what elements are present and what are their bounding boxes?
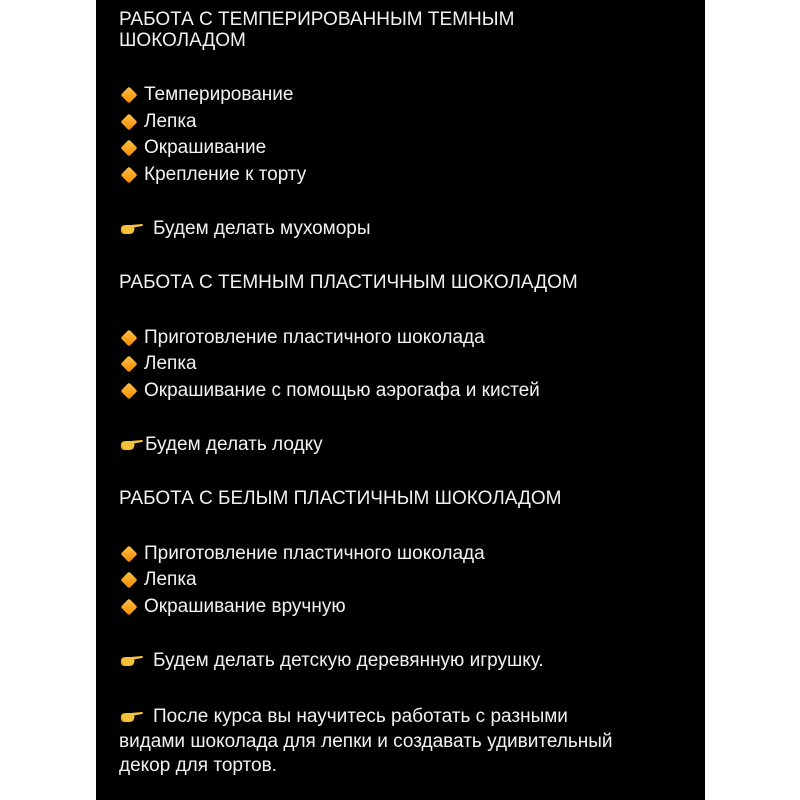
list-item-text: Лепка <box>144 353 197 374</box>
section1-title-line2: ШОКОЛАДОМ <box>119 30 246 51</box>
orange-diamond-icon <box>121 572 138 589</box>
list-item <box>119 543 485 565</box>
orange-diamond-icon <box>121 356 138 373</box>
list-item-text: Окрашивание <box>144 137 267 158</box>
summary-text: После курса вы научитесь работать с разными <box>153 706 568 727</box>
list-item <box>119 137 266 159</box>
list-item <box>119 164 306 186</box>
summary-line1 <box>119 706 568 728</box>
section3-title: РАБОТА С БЕЛЫМ ПЛАСТИЧНЫМ ШОКОЛАДОМ <box>119 488 562 509</box>
section2-title: РАБОТА С ТЕМНЫМ ПЛАСТИЧНЫМ ШОКОЛАДОМ <box>119 272 578 293</box>
note-text: Будем делать лодку <box>145 434 323 455</box>
orange-diamond-icon <box>121 167 138 184</box>
orange-diamond-icon <box>121 330 138 347</box>
list-item-text: Окрашивание с помощью аэрогафа и кистей <box>144 380 540 401</box>
section1-title-line1: РАБОТА С ТЕМПЕРИРОВАННЫМ ТЕМНЫМ <box>119 9 515 30</box>
list-item-text: Лепка <box>144 569 197 590</box>
list-item-text: Приготовление пластичного шоколада <box>144 543 485 564</box>
orange-diamond-icon <box>121 114 138 131</box>
orange-diamond-icon <box>121 546 138 563</box>
orange-diamond-icon <box>121 599 138 616</box>
list-item <box>119 596 346 618</box>
orange-diamond-icon <box>121 383 138 400</box>
summary-line2: видами шоколада для лепки и создавать удивительный <box>119 731 613 752</box>
note-text: Будем делать детскую деревянную игрушку. <box>153 650 544 671</box>
list-item-text: Темперирование <box>144 84 294 105</box>
pointing-hand-icon <box>119 709 145 725</box>
section3-note <box>119 650 544 672</box>
list-item <box>119 111 197 133</box>
section2-note <box>119 434 323 456</box>
list-item <box>119 327 485 349</box>
pointing-hand-icon <box>119 437 145 453</box>
list-item-text: Окрашивание вручную <box>144 596 346 617</box>
list-item-text: Приготовление пластичного шоколада <box>144 327 485 348</box>
orange-diamond-icon <box>121 87 138 104</box>
pointing-hand-icon <box>119 653 145 669</box>
content-panel <box>96 0 705 800</box>
section1-note <box>119 218 371 240</box>
list-item-text: Крепление к торту <box>144 164 307 185</box>
note-text: Будем делать мухоморы <box>153 218 371 239</box>
pointing-hand-icon <box>119 221 145 237</box>
list-item-text: Лепка <box>144 111 197 132</box>
summary-line3: декор для тортов. <box>119 755 277 776</box>
list-item <box>119 569 197 591</box>
list-item <box>119 84 293 106</box>
list-item <box>119 380 540 402</box>
list-item <box>119 353 197 375</box>
orange-diamond-icon <box>121 140 138 157</box>
